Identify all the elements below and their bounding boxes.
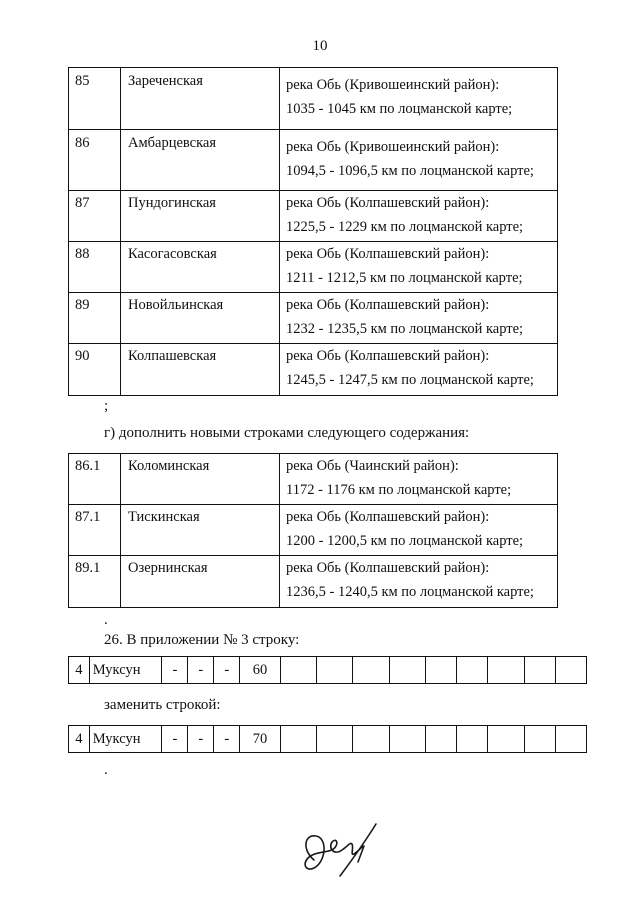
empty-cell	[488, 726, 524, 753]
empty-cell	[317, 726, 353, 753]
dash-cell: -	[188, 726, 214, 753]
table-row	[69, 293, 558, 344]
river-district: река Обь (Колпашевский район):	[286, 509, 490, 525]
dash-cell: -	[162, 726, 188, 753]
area-name: Новойльинская	[128, 297, 224, 313]
area-name: Коломинская	[128, 458, 210, 474]
species-name: Муксун	[89, 657, 162, 684]
row-number: 89.1	[75, 560, 101, 576]
km-range: 1172 - 1176 км по лоцманской карте;	[286, 482, 512, 498]
km-range: 1035 - 1045 км по лоцманской карте;	[286, 101, 513, 117]
row-number: 87	[75, 195, 90, 211]
species-name: Муксун	[89, 726, 162, 753]
table-row	[69, 505, 558, 556]
empty-cell	[524, 657, 555, 684]
area-name: Колпашевская	[128, 348, 217, 364]
semicolon-mark: ;	[104, 398, 109, 414]
period-mark: .	[104, 762, 108, 778]
km-range: 1200 - 1200,5 км по лоцманской карте;	[286, 533, 524, 549]
row-number: 86	[75, 135, 90, 151]
empty-cell	[457, 657, 488, 684]
handwritten-signature	[292, 820, 388, 880]
paragraph-g: г) дополнить новыми строками следующего содержания:	[104, 425, 470, 441]
row-number: 4	[69, 726, 90, 753]
empty-cell	[555, 657, 586, 684]
table-row	[69, 191, 558, 242]
table-row	[69, 68, 558, 130]
fishing-areas-table	[68, 67, 558, 396]
table-row	[69, 726, 587, 753]
period-mark: .	[104, 612, 108, 628]
empty-cell	[457, 726, 488, 753]
km-range: 1225,5 - 1229 км по лоцманской карте;	[286, 219, 524, 235]
row-number: 89	[75, 297, 90, 313]
km-range: 1245,5 - 1247,5 км по лоцманской карте;	[286, 372, 534, 388]
river-district: река Обь (Колпашевский район):	[286, 348, 490, 364]
empty-cell	[280, 726, 316, 753]
empty-cell	[389, 657, 425, 684]
empty-cell	[426, 726, 457, 753]
empty-cell	[317, 657, 353, 684]
page-number: 10	[312, 38, 328, 54]
area-name: Амбарцевская	[128, 135, 217, 151]
empty-cell	[524, 726, 555, 753]
river-district: река Обь (Кривошеинский район):	[286, 139, 500, 155]
row-number: 90	[75, 348, 90, 364]
empty-cell	[555, 726, 586, 753]
km-range: 1232 - 1235,5 км по лоцманской карте;	[286, 321, 524, 337]
table-row	[69, 454, 558, 505]
area-name: Тискинская	[128, 509, 200, 525]
paragraph-replace: заменить строкой:	[104, 697, 221, 713]
table-row	[69, 657, 587, 684]
river-district: река Обь (Колпашевский район):	[286, 560, 490, 576]
new-areas-table	[68, 453, 558, 608]
empty-cell	[353, 657, 389, 684]
river-district: река Обь (Колпашевский район):	[286, 195, 490, 211]
row-number: 4	[69, 657, 90, 684]
river-district: река Обь (Колпашевский район):	[286, 246, 490, 262]
dash-cell: -	[214, 657, 240, 684]
table-row	[69, 344, 558, 396]
empty-cell	[353, 726, 389, 753]
table-row	[69, 242, 558, 293]
area-name: Касогасовская	[128, 246, 217, 262]
row-number: 85	[75, 73, 90, 89]
new-row-table	[68, 725, 587, 753]
area-name: Пундогинская	[128, 195, 216, 211]
row-number: 88	[75, 246, 90, 262]
old-row-table	[68, 656, 587, 684]
paragraph-26: 26. В приложении № 3 строку:	[104, 632, 300, 648]
table-row	[69, 130, 558, 191]
quota-value: 70	[240, 726, 280, 753]
empty-cell	[389, 726, 425, 753]
area-name: Озернинская	[128, 560, 208, 576]
dash-cell: -	[188, 657, 214, 684]
km-range: 1094,5 - 1096,5 км по лоцманской карте;	[286, 163, 534, 179]
area-name: Зареченская	[128, 73, 203, 89]
km-range: 1211 - 1212,5 км по лоцманской карте;	[286, 270, 523, 286]
table-row	[69, 556, 558, 608]
quota-value: 60	[240, 657, 280, 684]
river-district: река Обь (Колпашевский район):	[286, 297, 490, 313]
row-number: 86.1	[75, 458, 101, 474]
river-district: река Обь (Кривошеинский район):	[286, 77, 500, 93]
empty-cell	[426, 657, 457, 684]
km-range: 1236,5 - 1240,5 км по лоцманской карте;	[286, 584, 534, 600]
row-number: 87.1	[75, 509, 101, 525]
dash-cell: -	[162, 657, 188, 684]
empty-cell	[280, 657, 316, 684]
empty-cell	[488, 657, 524, 684]
river-district: река Обь (Чаинский район):	[286, 458, 459, 474]
dash-cell: -	[214, 726, 240, 753]
